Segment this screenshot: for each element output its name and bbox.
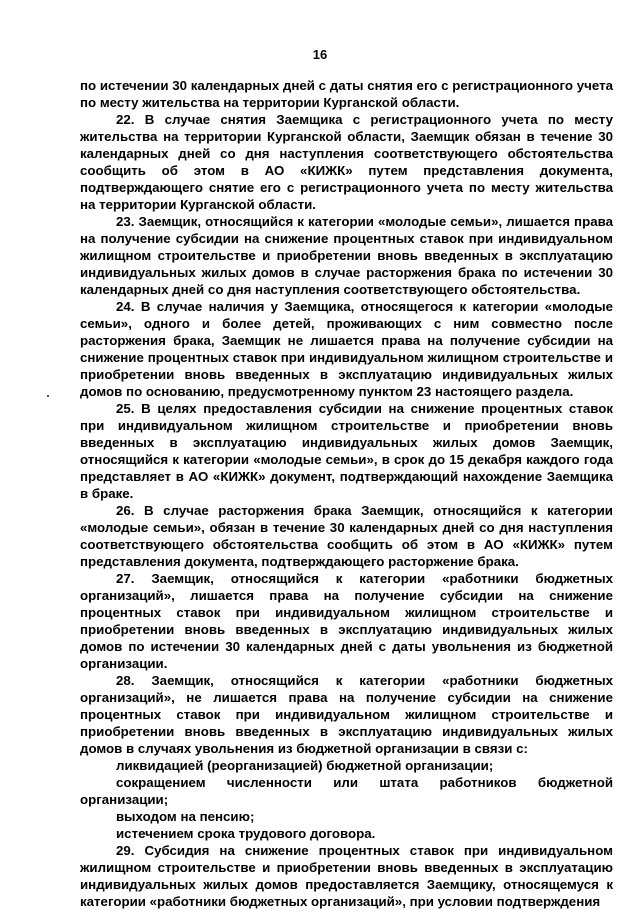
- page-number: 16: [312, 47, 328, 62]
- list-item-liquidation: ликвидацией (реорганизацией) бюджетной организации;: [116, 758, 494, 773]
- paragraph-25: 25. В целях предоставления субсидии на снижение процентных ставок при индивидуальном жилищном строительстве и приобретении вновь введенных в эксплуатацию индивидуальных жилых домов Заемщик, относящийся к категории «молодые семьи», в срок до 15 декабря каждого года представляет в АО «КИЖК» документ, подтверждающий нахождение Заемщика в браке.: [80, 401, 613, 501]
- document-body: [80, 77, 613, 910]
- list-item-retirement: выходом на пенсию;: [116, 809, 255, 824]
- paragraph-28: 28. Заемщик, относящийся к категории «работники бюджетных организаций», не лишается права на получение субсидии на снижение процентных ставок при индивидуальном жилищном строительстве и приобретении вновь введенных в эксплуатацию индивидуальных жилых домов в случаях увольнения из бюджетной организации в связи с:: [80, 673, 613, 756]
- paragraph-24: 24. В случае наличия у Заемщика, относящегося к категории «молодые семьи», одного и более детей, проживающих с ним совместно после расторжения брака, Заемщик не лишается права на получение субсидии на снижение процентных ставок при индивидуальном жилищном строительстве и приобретении вновь введенных в эксплуатацию индивидуальных жилых домов по основанию, предусмотренному пунктом 23 настоящего раздела.: [80, 299, 613, 399]
- paragraph-continuation: по истечении 30 календарных дней с даты снятия его с регистрационного учета по месту жительства на территории Курганской области.: [80, 78, 613, 110]
- paragraph-27: 27. Заемщик, относящийся к категории «работники бюджетных организаций», лишается права на получение субсидии на снижение процентных ставок при индивидуальном жилищном строительстве и приобретении вновь введенных в эксплуатацию индивидуальных жилых домов по истечении 30 календарных дней с даты увольнения из бюджетной организации.: [80, 571, 613, 671]
- paragraph-23: 23. Заемщик, относящийся к категории «молодые семьи», лишается права на получение субсидии на снижение процентных ставок при индивидуальном жилищном строительстве и приобретении вновь введенных в эксплуатацию индивидуальных жилых домов в случае расторжения брака по истечении 30 календарных дней со дня наступления соответствующего обстоятельства.: [80, 214, 613, 297]
- list-item-contract-expiry: истечением срока трудового договора.: [116, 826, 376, 841]
- paragraph-29: 29. Субсидия на снижение процентных ставок при индивидуальном жилищном строительстве и приобретении вновь введенных в эксплуатацию индивидуальных жилых домов предоставляется Заемщику, относящемуся к категории «работники бюджетных организаций», при условии подтверждения: [80, 843, 613, 909]
- list-item-staff-reduction: сокращением численности или штата работников бюджетной организации;: [80, 775, 613, 807]
- scan-mark: [47, 395, 49, 397]
- paragraph-22: 22. В случае снятия Заемщика с регистрационного учета по месту жительства на территории Курганской области, Заемщик обязан в течение 30 календарных дней со дня наступления соответствующего обстоятельства сообщить об этом в АО «КИЖК» путем представления документа, подтверждающего снятие его с регистрационного учета по месту жительства на территории Курганской области.: [80, 112, 613, 212]
- paragraph-26: 26. В случае расторжения брака Заемщик, относящийся к категории «молодые семьи», обязан в течение 30 календарных дней со дня наступления соответствующего обстоятельства сообщить об этом в АО «КИЖК» путем представления документа, подтверждающего расторжение брака.: [80, 503, 613, 569]
